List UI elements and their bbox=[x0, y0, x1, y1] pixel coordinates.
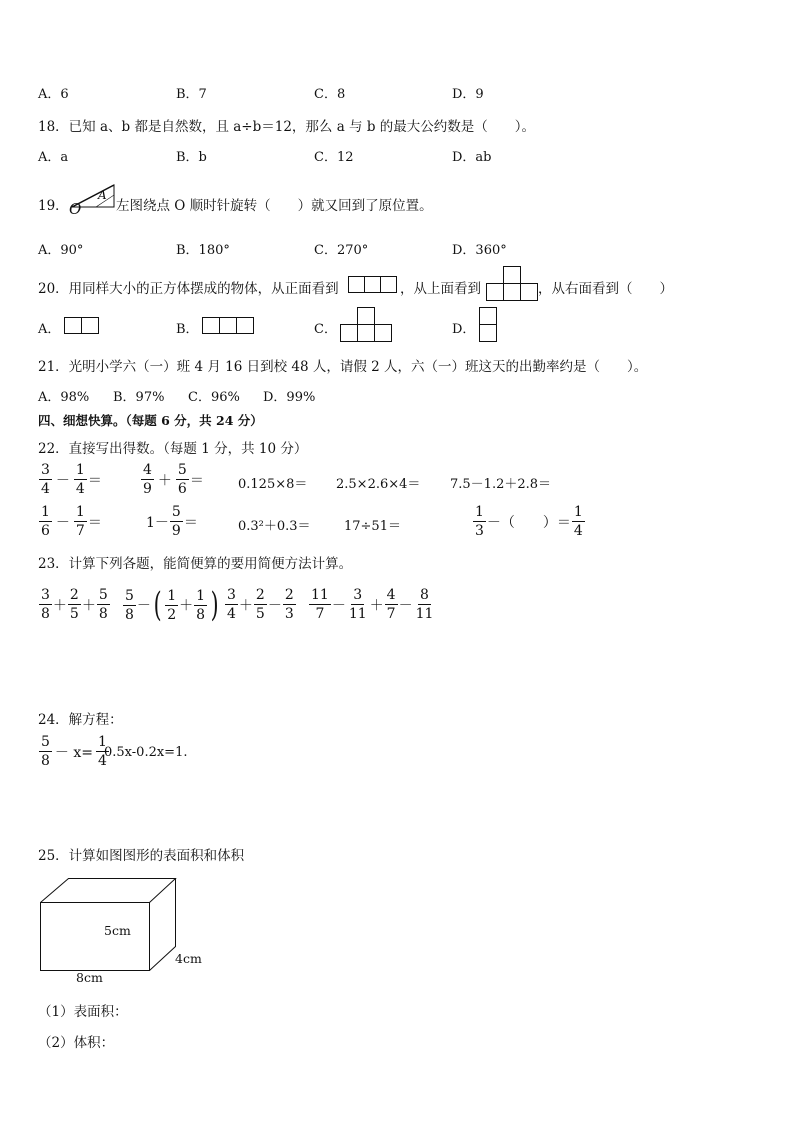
q22-expr-7: 1－ $\frac{5}{9}$ ＝ bbox=[146, 504, 198, 539]
cuboid-depth-label: 4cm bbox=[175, 951, 202, 966]
q20-stem-part2: ，从上面看到 bbox=[400, 281, 481, 297]
q18-option-c: C．12 bbox=[314, 150, 354, 165]
q19-stem: 左图绕点 O 顺时针旋转（ ）就又回到了原位置。 bbox=[116, 198, 433, 214]
q21-option-c: C．96% bbox=[188, 390, 240, 405]
point-o-label: O bbox=[69, 200, 82, 218]
q20-option-b: B． bbox=[176, 322, 199, 337]
q18-option-a: A．a bbox=[38, 150, 69, 165]
q24-equation-2: 0.5x-0.2x=1. bbox=[104, 745, 188, 760]
q23-expr-4: $\frac{11}{7}$ － $\frac{3}{11}$ ＋ $\frac{4}{7}$ － $\frac{8}{11}$ bbox=[311, 587, 434, 622]
cuboid-height-label: 5cm bbox=[104, 923, 131, 938]
q18-option-b: B．b bbox=[176, 150, 207, 165]
q20-option-a: A． bbox=[38, 322, 61, 337]
option-a-figure bbox=[64, 317, 100, 335]
q22-expr-1: $\frac{3}{4}$ － $\frac{1}{4}$ ＝ bbox=[41, 462, 102, 497]
q19-option-c: C．270° bbox=[314, 243, 369, 258]
q19-option-b: B．180° bbox=[176, 243, 230, 258]
option-c-figure bbox=[340, 307, 394, 343]
q17-option-a: A．6 bbox=[38, 87, 69, 102]
q19-number: 19． bbox=[38, 198, 69, 214]
q17-option-b: B．7 bbox=[176, 87, 207, 102]
q24-equation-1: $\frac{5}{8}$ － x= $\frac{1}{4}$ bbox=[41, 734, 107, 769]
q22-expr-4: 2.5×2.6×4＝ bbox=[336, 477, 421, 492]
q21-option-d: D．99% bbox=[263, 390, 316, 405]
q21-option-b: B．97% bbox=[113, 390, 165, 405]
top-view-figure bbox=[486, 266, 540, 302]
q18-option-d: D．ab bbox=[452, 150, 492, 165]
option-d-figure bbox=[479, 307, 499, 343]
option-b-figure bbox=[202, 317, 256, 335]
point-a-label: A bbox=[98, 188, 107, 202]
q20-option-c: C． bbox=[314, 322, 337, 337]
q21-option-a: A．98% bbox=[38, 390, 90, 405]
front-view-figure bbox=[348, 276, 400, 294]
q20-stem-part1: 20．用同样大小的正方体摆成的物体，从正面看到 bbox=[38, 281, 339, 297]
q22-stem: 22．直接写出得数。（每题 1 分，共 10 分） bbox=[38, 441, 308, 457]
q18-stem: 18．已知 a、b 都是自然数，且 a÷b＝12，那么 a 与 b 的最大公约数是（ ）。 bbox=[38, 119, 536, 135]
q25-stem: 25．计算如图图形的表面积和体积 bbox=[38, 848, 245, 864]
q24-stem: 24．解方程： bbox=[38, 712, 123, 728]
q22-expr-3: 0.125×8＝ bbox=[238, 477, 308, 492]
q22-expr-9: 17÷51＝ bbox=[344, 519, 401, 534]
q22-expr-6: $\frac{1}{6}$ － $\frac{1}{7}$ ＝ bbox=[41, 504, 102, 539]
q25-part2: （2）体积： bbox=[38, 1035, 115, 1051]
q17-option-c: C．8 bbox=[314, 87, 346, 102]
q19-option-a: A．90° bbox=[38, 243, 84, 258]
q23-expr-1: $\frac{3}{8}$ ＋ $\frac{2}{5}$ ＋ $\frac{5}{8}$ bbox=[41, 587, 108, 622]
q20-stem-part3: ，从右面看到（ ） bbox=[538, 281, 673, 297]
q22-expr-2: $\frac{4}{9}$ ＋ $\frac{5}{6}$ ＝ bbox=[143, 462, 204, 497]
q23-expr-2: $\frac{5}{8}$ － ( $\frac{1}{2}$ ＋ $\frac{1}{8}$ ) bbox=[125, 585, 219, 625]
q21-stem: 21．光明小学六（一）班 4 月 16 日到校 48 人，请假 2 人，六（一）班这天的出勤率约是（ ）。 bbox=[38, 359, 648, 375]
section-4-heading: 四、细想快算。（每题 6 分，共 24 分） bbox=[38, 413, 263, 428]
q23-expr-3: $\frac{3}{4}$ ＋ $\frac{2}{5}$ － $\frac{2}{3}$ bbox=[227, 587, 294, 622]
q22-expr-10: $\frac{1}{3}$ －（ ）＝ $\frac{1}{4}$ bbox=[475, 504, 583, 539]
q22-expr-5: 7.5－1.2＋2.8＝ bbox=[450, 477, 552, 492]
q22-expr-8: 0.3²＋0.3＝ bbox=[238, 519, 311, 534]
q25-part1: （1）表面积： bbox=[38, 1004, 128, 1020]
cuboid-length-label: 8cm bbox=[76, 970, 103, 985]
q23-stem: 23．计算下列各题，能简便算的要用简便方法计算。 bbox=[38, 556, 353, 572]
q19-option-d: D．360° bbox=[452, 243, 507, 258]
q17-option-d: D．9 bbox=[452, 87, 484, 102]
q20-option-d: D． bbox=[452, 322, 476, 337]
